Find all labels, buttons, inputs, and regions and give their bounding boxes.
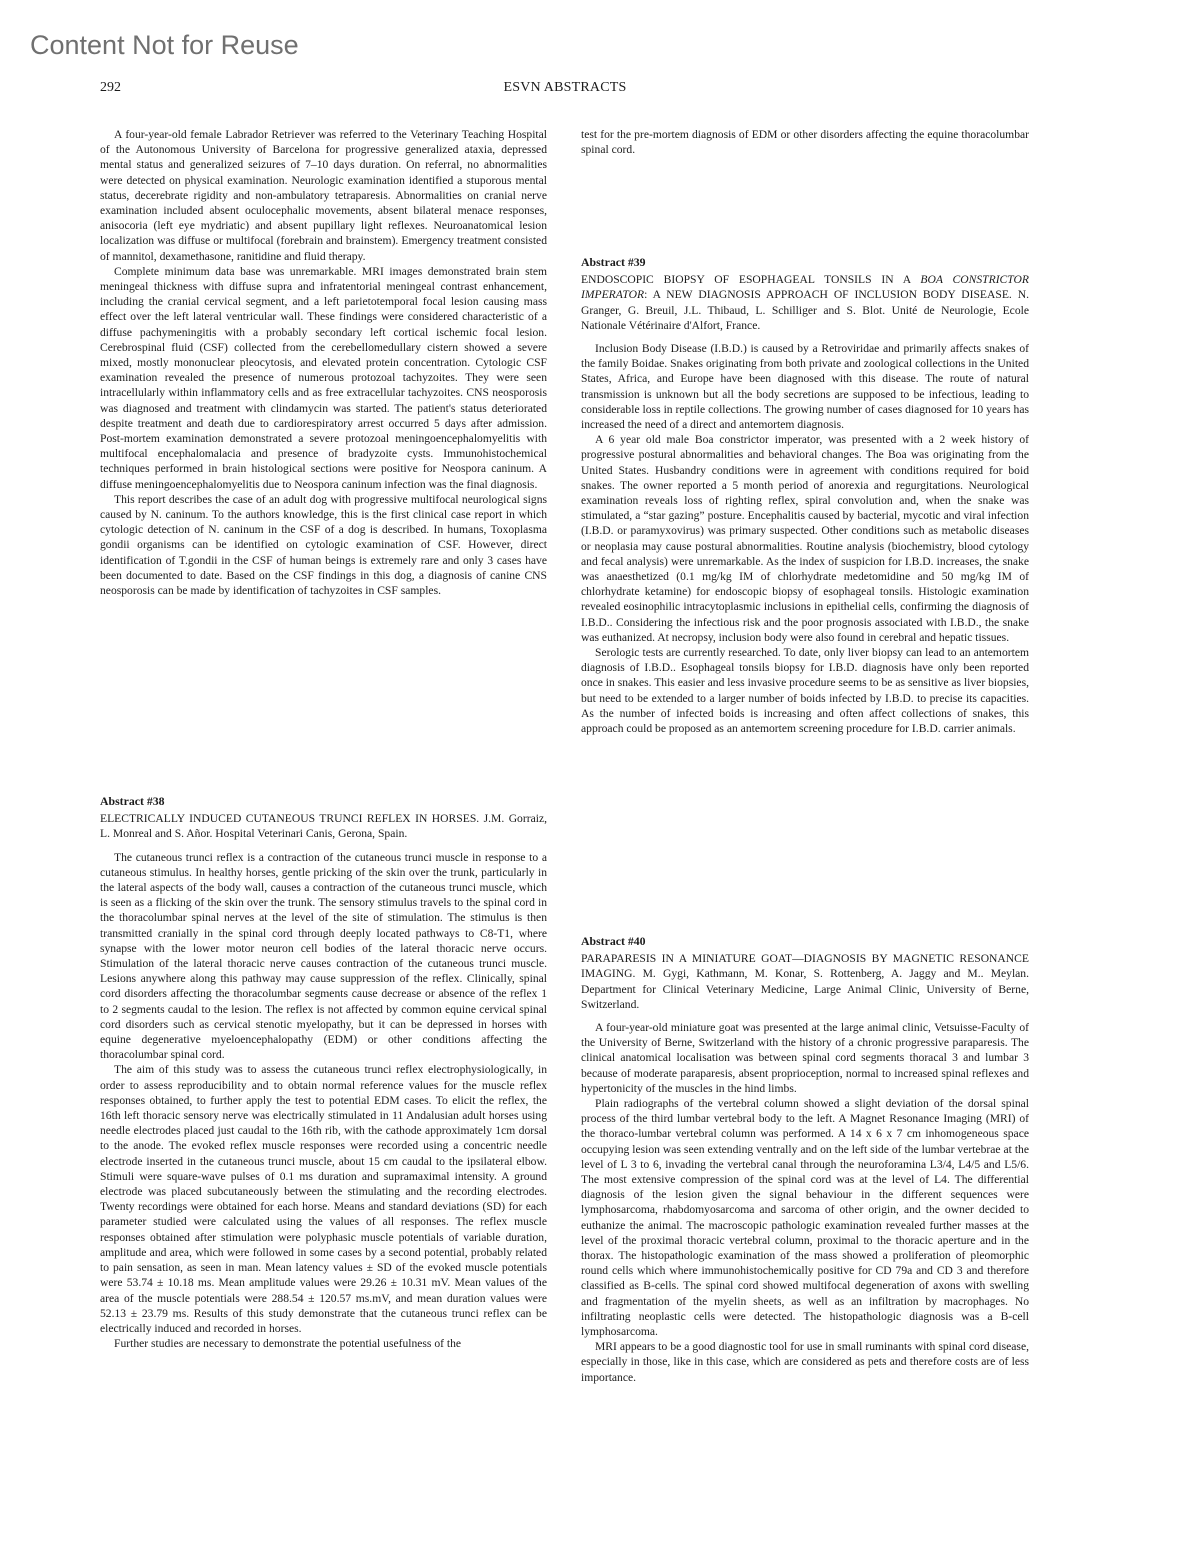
abstract-heading <box>581 272 1029 333</box>
abstract-title: ENDOSCOPIC BIOPSY OF ESOPHAGEAL TONSILS IN A <box>581 273 911 287</box>
abstract-37-body <box>100 127 547 598</box>
abstract-authors: J.M. Gorraiz, L. Monreal and S. Añor. Hospital Veterinari Canis, Gerona, Spain. <box>100 812 547 841</box>
abstract-heading <box>581 951 1029 1012</box>
body-paragraph: Inclusion Body Disease (I.B.D.) is caused by a Retroviridae and primarily affects snakes of the family Boidae. Snakes originating from both private and zoological collections in the United States, Africa, and Europe have been diagnosed with this disease. The route of natural transmission is unknown but all the body secretions are supposed to be infectious, leading to considerable loss in reptile collections. The growing number of cases diagnosed for 10 years has increased the need of a direct and antemortem diagnosis. <box>581 342 1029 432</box>
body-paragraph: The aim of this study was to assess the cutaneous trunci reflex electrophysiologically, in order to assess reproducibility and to obtain normal reference values for the muscle reflex responses obtained, to further apply the test to potential EDM cases. To elicit the reflex, the 16th left thoracic sensory nerve was electrically stimulated in 11 Andalusian adult horses using needle electrodes placed just caudal to the 16th rib, with the cathode approximately 1cm dorsal to the anode. The evoked reflex muscle responses were recorded using a concentric needle electrode inserted in the cutaneous trunci muscle, about 15 cm caudal to the ipsilateral elbow. Stimuli were square-wave pulses of 0.1 ms duration and supramaximal intensity. A ground electrode was placed subcutaneously between the stimulating and the recording electrodes. Twenty recordings were obtained for each horse. Means and standard deviations (SD) for each parameter studied were calculated using the values of all responses. The reflex muscle responses obtained after stimulation were polyphasic muscle potentials of variable duration, amplitude and area, which were followed in some cases by a second potential, probably related to pain sensation, as seen in man. Mean latency values ± SD of the evoked muscle potentials were 53.74 ± 10.18 ms. Mean amplitude values were 29.26 ± 10.31 mV. Mean values of the area of the muscle potentials were 288.54 ± 120.57 ms.mV, and mean duration values were 52.13 ± 23.79 ms. Results of this study demonstrate that the cutaneous trunci reflex can be electrically induced and recorded in horses. <box>100 1063 547 1335</box>
running-title: ESVN ABSTRACTS <box>503 80 627 95</box>
body-paragraph: A 6 year old male Boa constrictor imperator, was presented with a 2 week history of progressive postural abnormalities and behavioral changes. The Boa was originating from the United States. Husbandry conditions were in agreement with conditions required for boid snakes. The owner reported a 5 month period of anorexia and regurgitations. Neurological examination reveals loss of righting reflex, spiral convolution and, when the snake was stimulated, a “star gazing” posture. Encephalitis caused by bacterial, mycotic and viral infection (I.B.D. or paramyxovirus) was primary suspected. Other conditions such as metabolic diseases or neoplasia may cause postural abnormalities. Routine analysis (biochemistry, blood cytology and fecal analysis) were unremarkable. As the index of suspicion for I.B.D. increases, the snake was anaesthetized (0.1 mg/kg IM of chlorhydrate medetomidine and 50 mg/kg IM of chlorhydrate ketamine) for endoscopic biopsy of esophageal tonsils. Histologic examination revealed eosinophilic intracytoplasmic inclusions in epithelial cells, confirming the diagnosis of I.B.D.. Considering the infectious risk and the poor prognosis associated with I.B.D., the snake was euthanized. At necropsy, inclusion body were also found in cerebral and hepatic tissues. <box>581 433 1029 644</box>
abstract-authors: M. Gygi, Kathmann, M. Konar, S. Rottenberg, A. Jaggy and M.. Meylan. Department for Clinical Veterinary Medicine, Large Animal Clinic, University of Berne, Switzerland. <box>581 967 1030 1011</box>
body-paragraph: MRI appears to be a good diagnostic tool for use in small ruminants with spinal cord disease, especially in those, like in this case, which are considered as pets and therefore costs are of less importance. <box>581 1340 1029 1384</box>
page-number: 292 <box>100 80 121 95</box>
abstract-39 <box>581 255 1029 736</box>
body-paragraph: The cutaneous trunci reflex is a contraction of the cutaneous trunci muscle in response to a cutaneous stimulus. In healthy horses, gentle pricking of the skin over the trunk, particularly in the lateral aspects of the body wall, causes a contraction of the cutaneous trunci muscle, which is seen as a flicking of the skin over the trunk. The sensory stimulus travels to the spinal cord in the thoracolumbar spinal nerves at the level of the site of stimulation. The stimulus is then transmitted cranially in the spinal cord through deeply located pathways to C8-T1, where synapse with the lower motor neuron cell bodies of the lateral thoracic nerve occurs. Stimulation of the lateral thoracic nerve causes contraction of the cutaneous trunci muscle. Lesions anywhere along this pathway may cause suppression of the reflex. Clinically, spinal cord disorders affecting the thoracolumbar segments cause decrease or absence of the reflex 1 to 2 segments caudal to the lesion. The reflex is not affected by common equine cervical spinal cord disorders such as cervical stenotic myelopathy, but it can be depressed in horses with equine degenerative myeloencephalopathy (EDM) or other conditions affecting the thoracolumbar spinal cord. <box>100 850 547 1062</box>
abstract-title-species: BOA CONSTRICTOR IMPERATOR <box>581 273 1029 302</box>
abstract-40 <box>581 934 1029 1385</box>
abstract-heading <box>100 811 547 841</box>
abstract-label: Abstract #39 <box>581 255 646 269</box>
watermark: Content Not for Reuse <box>30 30 299 60</box>
case-paragraph: A four-year-old female Labrador Retriever was referred to the Veterinary Teaching Hospital of the Autonomous University of Barcelona for progressive generalized ataxia, depressed mental status and generalized seizures of 7–10 days duration. On referral, no abnormalities were detected on physical examination. Neurologic examination identified a stuporous mental status, decerebrate rigidity and non-ambulatory tetraparesis. Abnormalities on cranial nerve examination included absent oculocephalic movements, absent bilateral menace responses, anisocoria (left eye mydriatic) and absent pupillary light reflexes. Neuroanatomical lesion localization was diffuse or multifocal (forebrain and brainstem). Emergency treatment consisted of mannitol, dexamethasone, ranitidine and fluid therapy. <box>100 128 547 263</box>
body-paragraph: A four-year-old miniature goat was presented at the large animal clinic, Vetsuisse-Faculty of the University of Berne, Switzerland with the history of a chronic progressive paraparesis. The clinical anatomical localisation was between spinal cord segments thoracal 3 and lumbar 3 because of moderate paraparesis, absent proprioception, normal to increased spinal reflexes and hypertonicity of the muscles in the hind limbs. <box>581 1021 1029 1095</box>
continuation-paragraph: test for the pre-mortem diagnosis of EDM or other disorders affecting the equine thoracolumbar spinal cord. <box>581 128 1029 157</box>
abstract-38-continuation <box>581 127 1029 157</box>
body-paragraph: Plain radiographs of the vertebral column showed a slight deviation of the dorsal spinal process of the third lumbar vertebral body to the left. A Magnet Resonance Imaging (MRI) of the thoraco-lumbar vertebral column was performed. A 14 x 6 x 7 cm inhomogeneous space occupying lesion was seen extending ventrally and on the left side of the lumbar vertebrae at the level of L 3 to 6, invading the vertebral canal through the neuroforamina L3/4, L4/5 and L5/6. The most extensive compression of the spinal cord was at the level of L4. The differential diagnosis of the lesion given the signal behaviour in the different sequences were lymphosarcoma, rhabdomyosarcoma and sarcoma of other origin, and the owner decided to euthanize the animal. The macroscopic pathologic examination revealed further masses at the level of the proximal thoracic vertebral column, proximal to the thoracic aperture and in the thorax. The histopathologic examination of the mass showed a proliferation of pleomorphic round cells which where immunohistochemically positive for CD 79a and CD 3 and therefore classified as B-cells. The spinal cord showed multifocal degeneration of axons with swelling and fragmentation of the myelin sheets, as well as an infiltration by macrophages. No infiltrating neoplastic cells were detected. The histopathologic diagnosis was a B-cell lymphosarcoma. <box>581 1097 1029 1339</box>
case-paragraph: Complete minimum data base was unremarkable. MRI images demonstrated brain stem meningeal thickness with diffuse supra and infratentorial meningeal contrast enhancement, including the cranial cervical segment, and a left parietotemporal focal lesion causing mass effect over the left lateral ventricular wall. These findings were considered characteristic of a diffuse pachymeningitis with a probably secondary left cortical ischemic focal lesion. Cerebrospinal fluid (CSF) collected from the cerebellomedullary cistern showed a severe mixed, mostly mononuclear pleocytosis, and elevated protein concentration. Cytologic CSF examination revealed the presence of numerous protozoal tachyzoites. They were seen intracellularly within inflammatory cells and as free extracellular tachyzoites. CNS neosporosis was diagnosed and treatment with clindamycin was started. The patient's status deteriorated despite treatment and death due to cardiorespiratory arrest occurred 5 days after admission. Post-mortem examination demonstrated a severe protozoal meningoencephalomyelitis with multifocal encephalomalacia and presence of bradyzoite cysts. Immunohistochemical techniques performed in brain histological sections were positive for Neospora caninum. A diffuse meningoencephalomyelitis due to Neospora caninum infection was the final diagnosis. <box>100 264 547 491</box>
body-paragraph: Further studies are necessary to demonstrate the potential usefulness of the <box>114 1337 462 1351</box>
abstract-label: Abstract #38 <box>100 794 165 808</box>
abstract-title: ELECTRICALLY INDUCED CUTANEOUS TRUNCI REFLEX IN HORSES. <box>100 812 480 826</box>
abstract-label: Abstract #40 <box>581 934 646 948</box>
abstract-38 <box>100 794 547 1351</box>
abstract-authors: N. Granger, G. Breuil, J.L. Thibaud, L. Schilliger and S. Blot. Unité de Neurologie, Ecole Nationale Vétérinaire d'Alfort, France. <box>581 288 1029 332</box>
case-paragraph: This report describes the case of an adult dog with progressive multifocal neurological signs caused by N. caninum. To the authors knowledge, this is the first clinical case report in which cytologic detection of N. caninum in the CSF of a dog is described. In humans, Toxoplasma gondii organisms can be identified on cytologic examination of CSF. However, direct identification of T.gondii in the CSF of human beings is extremely rare and only 3 cases have been documented to date. Based on the CSF findings in this dog, a diagnosis of canine CNS neosporosis can be made by identification of tachyzoites in CSF samples. <box>100 492 547 598</box>
abstract-title-rest: : A NEW DIAGNOSIS APPROACH OF INCLUSION BODY DISEASE. <box>644 288 1012 302</box>
abstract-title: PARAPARESIS IN A MINIATURE GOAT—DIAGNOSIS BY MAGNETIC RESONANCE IMAGING. <box>581 952 1029 981</box>
body-paragraph: Serologic tests are currently researched. To date, only liver biopsy can lead to an antemortem diagnosis of I.B.D.. Esophageal tonsils biopsy for I.B.D. diagnosis have only been reported once in snakes. This easier and less invasive procedure seems to be as sensitive as liver biopsies, but need to be extended to a larger number of boids infected by I.B.D. to precise its capacities. As the number of infected boids is increasing and often affect collections of snakes, this approach could be proposed as an antemortem screening procedure for I.B.D. carrier animals. <box>581 646 1029 736</box>
